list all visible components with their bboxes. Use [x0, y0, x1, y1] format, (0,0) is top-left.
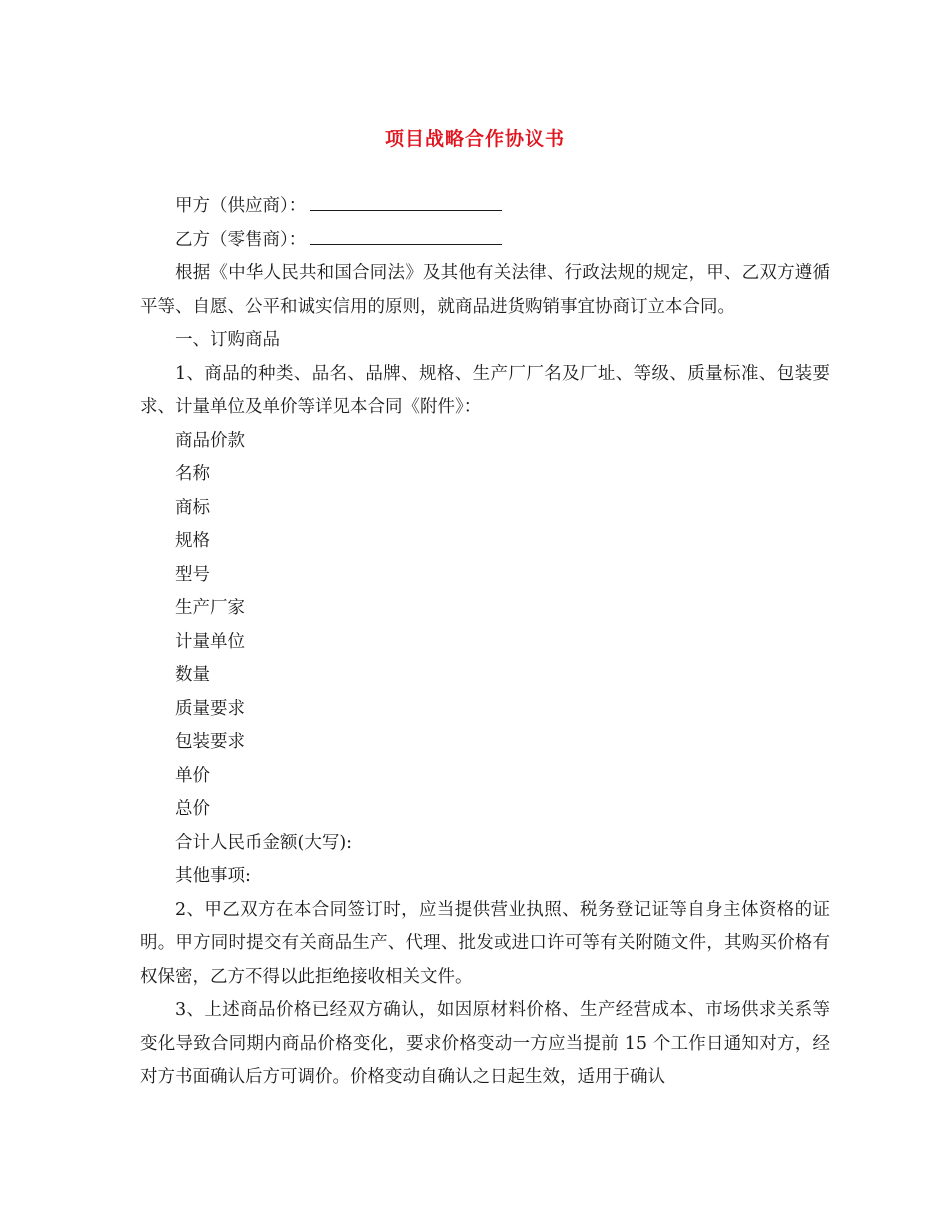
item-7: 数量	[175, 665, 210, 685]
party-a-blank	[310, 192, 502, 211]
section1-heading: 一、订购商品	[175, 330, 280, 350]
party-b-blank	[310, 226, 502, 245]
item-2: 商标	[175, 497, 210, 518]
item-10: 单价	[175, 765, 210, 786]
item-6: 计量单位	[175, 631, 245, 652]
document-title: 项目战略合作协议书	[384, 128, 565, 150]
clause-1: 1、商品的种类、品名、品牌、规格、生产厂厂名及厂址、等级、质量标准、包装要求、计量单位及单价等详见本合同《附件》：	[140, 363, 830, 417]
intro-paragraph: 根据《中华人民共和国合同法》及其他有关法律、行政法规的规定，甲、乙双方遵循平等、自愿、公平和诚实信用的原则，就商品进货购销事宜协商订立本合同。	[140, 263, 830, 317]
clause-2: 2、甲乙双方在本合同签订时，应当提供营业执照、税务登记证等自身主体资格的证明。甲方同时提交有关商品生产、代理、批发或进口许可等有关附随文件，其购买价格有权保密，乙方不得以此拒绝接收相关文件。	[140, 899, 830, 987]
party-b-line	[140, 224, 830, 258]
party-b-label: 乙方（零售商）：	[175, 229, 307, 250]
item-0: 商品价款	[175, 430, 245, 451]
party-a-line	[140, 190, 830, 224]
item-9: 包装要求	[175, 732, 245, 752]
party-a-label: 甲方（供应商）：	[175, 196, 307, 216]
item-4: 型号	[175, 564, 210, 585]
item-5: 生产厂家	[175, 598, 245, 618]
document-body	[140, 190, 830, 1095]
item-8: 质量要求	[175, 698, 245, 719]
item-1: 名称	[175, 464, 210, 484]
total-amount-label: 合计人民币金额(大写):	[175, 832, 353, 853]
item-3: 规格	[175, 531, 210, 551]
clause-3: 3、上述商品价格已经双方确认，如因原材料价格、生产经营成本、市场供求关系等变化导致合同期内商品价格变化，要求价格变动一方应当提前 15 个工作日通知对方，经对方书面确认后方可调价。价格变动自确认之日起生效，适用于确认	[140, 1000, 830, 1087]
other-matters-label: 其他事项:	[175, 866, 251, 886]
item-11: 总价	[175, 799, 210, 819]
